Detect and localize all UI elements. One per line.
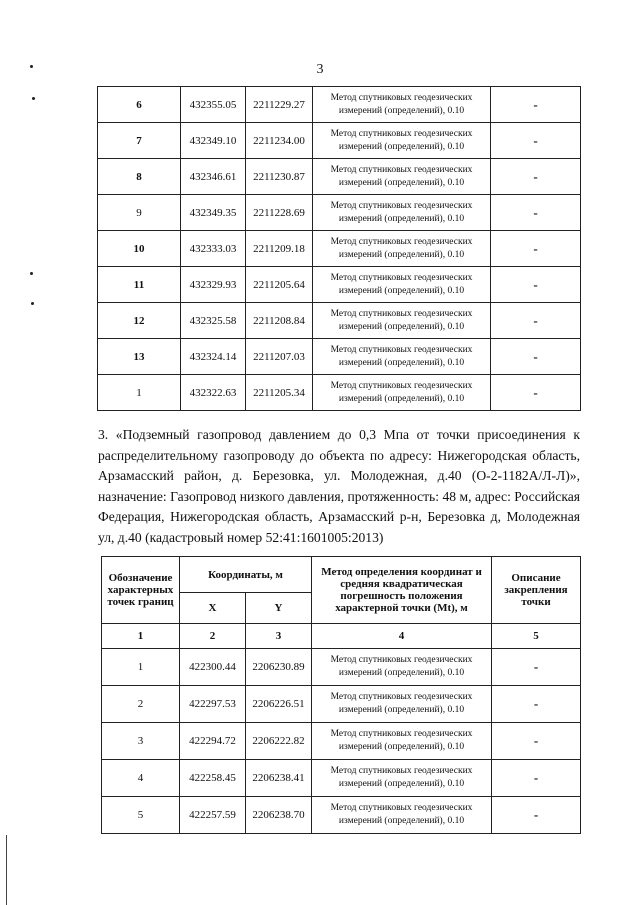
header-x: X [180,593,246,624]
point-fixing-description: - [491,123,581,159]
point-fixing-description: - [491,159,581,195]
point-fixing-description: - [491,87,581,123]
table-row [98,123,581,159]
coordinate-y: 2206230.89 [246,649,312,686]
point-number: 2 [102,686,180,723]
coordinate-y: 2211205.64 [246,267,313,303]
point-number: 8 [98,159,181,195]
table-row [98,159,581,195]
column-number: 1 [102,624,180,649]
method-description: Метод спутниковых геодезических измерений (определений), 0.10 [313,231,491,267]
point-number: 13 [98,339,181,375]
coordinates-table-object-3 [101,556,581,834]
coordinate-y: 2211207.03 [246,339,313,375]
point-number: 10 [98,231,181,267]
point-number: 11 [98,267,181,303]
table-row [102,686,581,723]
point-number: 1 [102,649,180,686]
coordinate-y: 2206222.82 [246,723,312,760]
coordinate-x: 432322.63 [181,375,246,411]
column-number: 4 [312,624,492,649]
point-number: 6 [98,87,181,123]
method-description: Метод спутниковых геодезических измерений (определений), 0.10 [312,686,492,723]
method-description: Метод спутниковых геодезических измерений (определений), 0.10 [312,723,492,760]
coordinate-y: 2206238.70 [246,797,312,834]
header-y: Y [246,593,312,624]
column-number: 3 [246,624,312,649]
column-number: 5 [492,624,581,649]
point-fixing-description: - [492,760,581,797]
point-fixing-description: - [491,267,581,303]
method-description: Метод спутниковых геодезических измерений (определений), 0.10 [313,303,491,339]
coordinate-y: 2211229.27 [246,87,313,123]
point-number: 5 [102,797,180,834]
coordinate-x: 432325.58 [181,303,246,339]
scan-edge-line [6,835,7,905]
header-description: Описание закрепления точки [492,557,581,624]
point-fixing-description: - [492,797,581,834]
coordinate-y: 2211230.87 [246,159,313,195]
point-fixing-description: - [491,231,581,267]
coordinate-x: 432333.03 [181,231,246,267]
method-description: Метод спутниковых геодезических измерений (определений), 0.10 [313,87,491,123]
coordinate-y: 2211234.00 [246,123,313,159]
table-row [98,339,581,375]
coordinate-x: 432329.93 [181,267,246,303]
point-fixing-description: - [491,375,581,411]
table-row [98,267,581,303]
coordinate-y: 2211228.69 [246,195,313,231]
point-number: 4 [102,760,180,797]
table-row [98,87,581,123]
table-row [98,195,581,231]
point-number: 7 [98,123,181,159]
table-row [102,760,581,797]
point-fixing-description: - [492,686,581,723]
coordinate-x: 432349.10 [181,123,246,159]
point-fixing-description: - [492,649,581,686]
header-coordinates: Координаты, м [180,557,312,593]
method-description: Метод спутниковых геодезических измерений (определений), 0.10 [313,195,491,231]
method-description: Метод спутниковых геодезических измерений (определений), 0.10 [313,159,491,195]
coordinate-x: 432324.14 [181,339,246,375]
coordinate-y: 2211209.18 [246,231,313,267]
page-number: 3 [316,62,324,77]
point-number: 9 [98,195,181,231]
point-fixing-description: - [491,339,581,375]
table-row [98,231,581,267]
coordinate-x: 432355.05 [181,87,246,123]
coordinates-table-continued [97,86,581,411]
point-fixing-description: - [492,723,581,760]
table-row [98,375,581,411]
method-description: Метод спутниковых геодезических измерений (определений), 0.10 [312,760,492,797]
coordinate-y: 2206226.51 [246,686,312,723]
coordinate-x: 422257.59 [180,797,246,834]
table-row [102,797,581,834]
coordinate-x: 432349.35 [181,195,246,231]
coordinate-y: 2206238.41 [246,760,312,797]
method-description: Метод спутниковых геодезических измерений (определений), 0.10 [313,267,491,303]
header-designation: Обозначение характерных точек границ [102,557,180,624]
object-description-paragraph: 3. «Подземный газопровод давлением до 0,3 Мпа от точки присоединения к распределительному газопроводу до объекта по адресу: Нижегородская область, Арзамасский район, д. Березовка, ул. Молодежная, д.40 (О-2-1182А/Л-Л)», назначение: Газопровод низкого давления, протяженность: 48 м, адрес: Российская Федерация, Нижегородская область, Арзамасский р-н, Березовка д, Молодежная ул, д.40 (кадастровый номер 52:41:1601005:2013) [98,427,580,545]
point-number: 12 [98,303,181,339]
coordinate-x: 422297.53 [180,686,246,723]
coordinate-x: 422294.72 [180,723,246,760]
point-number: 3 [102,723,180,760]
table-row [98,303,581,339]
method-description: Метод спутниковых геодезических измерений (определений), 0.10 [312,649,492,686]
point-fixing-description: - [491,303,581,339]
coordinate-x: 432346.61 [181,159,246,195]
table-row [102,723,581,760]
point-number: 1 [98,375,181,411]
method-description: Метод спутниковых геодезических измерений (определений), 0.10 [313,123,491,159]
scan-speck [31,302,34,305]
scan-speck [30,272,33,275]
header-method: Метод определения координат и средняя квадратическая погрешность положения характерной точки (Мt), м [312,557,492,624]
method-description: Метод спутниковых геодезических измерений (определений), 0.10 [312,797,492,834]
scan-speck [32,97,35,100]
coordinate-y: 2211205.34 [246,375,313,411]
table-row [102,649,581,686]
point-fixing-description: - [491,195,581,231]
coordinate-x: 422258.45 [180,760,246,797]
column-number: 2 [180,624,246,649]
coordinate-x: 422300.44 [180,649,246,686]
method-description: Метод спутниковых геодезических измерений (определений), 0.10 [313,375,491,411]
coordinate-y: 2211208.84 [246,303,313,339]
method-description: Метод спутниковых геодезических измерений (определений), 0.10 [313,339,491,375]
